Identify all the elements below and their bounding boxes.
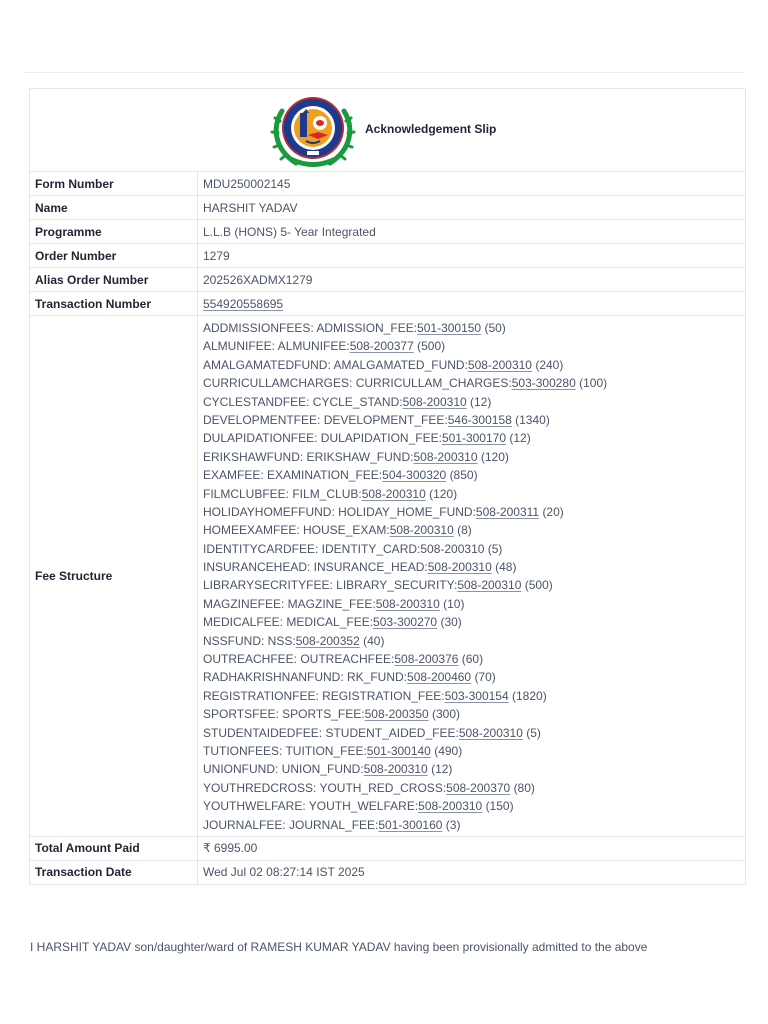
alias-order-number-value: 202526XADMX1279 xyxy=(198,268,746,292)
fee-item xyxy=(203,595,740,613)
fee-item xyxy=(203,393,740,411)
fee-item-head: RADHAKRISHNANFUND: RK_FUND: xyxy=(203,670,408,685)
fee-item-amount: (10) xyxy=(443,596,465,611)
fee-item-head: DEVELOPMENTFEE: DEVELOPMENT_FEE: xyxy=(203,412,448,427)
fee-structure-label: Fee Structure xyxy=(30,316,198,837)
fee-item-amount: (300) xyxy=(432,707,461,722)
fee-item xyxy=(203,337,740,355)
fee-item-amount: (5) xyxy=(526,725,541,740)
alias-order-number-label: Alias Order Number xyxy=(30,268,198,292)
fee-item xyxy=(203,613,740,631)
fee-item-amount: (150) xyxy=(485,799,514,814)
university-seal-icon xyxy=(270,91,356,169)
programme-row xyxy=(30,220,746,244)
fee-item-code-link[interactable]: 501-300150 xyxy=(417,321,482,335)
form-number-row xyxy=(30,172,746,196)
fee-item xyxy=(203,687,740,705)
fee-item-code-link[interactable]: 508-200377 xyxy=(349,339,414,354)
fee-item-amount: (8) xyxy=(457,523,472,538)
fee-item-head: HOMEEXAMFEE: HOUSE_EXAM: xyxy=(203,523,390,538)
name-label: Name xyxy=(30,196,198,220)
fee-item-code-link[interactable]: 508-200352 xyxy=(295,633,360,648)
transaction-date-row xyxy=(30,860,746,884)
fee-item xyxy=(203,816,740,834)
fee-item-amount: (500) xyxy=(417,339,446,354)
slip-header xyxy=(30,89,746,172)
fee-item-code-link[interactable]: 508-200310 xyxy=(363,762,428,777)
fee-item-amount: (3) xyxy=(445,817,461,832)
fee-item xyxy=(203,374,740,392)
fee-item-amount: (80) xyxy=(513,780,535,795)
fee-item-amount: (70) xyxy=(474,670,496,685)
alias-order-number-row xyxy=(30,268,746,292)
fee-item-head: STUDENTAIDEDFEE: STUDENT_AIDED_FEE: xyxy=(203,725,459,740)
fee-item-head: NSSFUND: NSS: xyxy=(203,633,296,648)
fee-item-head: ERIKSHAWFUND: ERIKSHAW_FUND: xyxy=(203,449,414,464)
fee-item xyxy=(203,668,740,686)
transaction-number-row xyxy=(30,292,746,316)
fee-item-head: HOLIDAYHOMEFFUND: HOLIDAY_HOME_FUND: xyxy=(203,504,476,519)
fee-item-amount: (48) xyxy=(495,560,517,575)
fee-item-amount: (240) xyxy=(535,357,564,372)
fee-item-amount: (120) xyxy=(429,486,458,501)
fee-item-head: MEDICALFEE: MEDICAL_FEE: xyxy=(203,615,374,630)
fee-item-code-link[interactable]: 508-200310 xyxy=(457,578,522,593)
fee-item xyxy=(203,779,740,797)
fee-item-head: MAGZINEFEE: MAGZINE_FEE: xyxy=(203,596,376,611)
fee-item xyxy=(203,558,740,576)
fee-item-head: ADDMISSIONFEES: ADMISSION_FEE: xyxy=(203,321,418,335)
fee-item-head: JOURNALFEE: JOURNAL_FEE: xyxy=(203,817,379,832)
fee-item-head: REGISTRATIONFEE: REGISTRATION_FEE: xyxy=(203,688,445,703)
total-amount-value: ₹ 6995.00 xyxy=(198,836,746,860)
fee-item xyxy=(203,632,740,650)
fee-item-head: SPORTSFEE: SPORTS_FEE: xyxy=(203,707,365,722)
fee-item-amount: (30) xyxy=(440,615,462,630)
fee-item-head: DULAPIDATIONFEE: DULAPIDATION_FEE: xyxy=(203,431,442,446)
fee-item-head: CYCLESTANDFEE: CYCLE_STAND: xyxy=(203,394,403,409)
fee-item xyxy=(203,503,740,521)
fee-item xyxy=(203,356,740,374)
fee-item-code-link[interactable]: 508-200310 xyxy=(418,799,483,814)
fee-item-code-link[interactable]: 508-200310 xyxy=(389,523,454,538)
fee-item xyxy=(203,466,740,484)
transaction-number-label: Transaction Number xyxy=(30,292,198,316)
fee-item-head: AMALGAMATEDFUND: AMALGAMATED_FUND: xyxy=(203,357,468,372)
total-amount-row xyxy=(30,836,746,860)
fee-item-amount: (12) xyxy=(431,762,453,777)
fee-item-code-link[interactable]: 546-300158 xyxy=(447,412,512,427)
top-divider xyxy=(24,72,744,73)
fee-item-code-link[interactable]: 508-200310 xyxy=(375,596,440,611)
fee-item-amount: (1340) xyxy=(515,412,550,427)
total-amount-label: Total Amount Paid xyxy=(30,836,198,860)
programme-label: Programme xyxy=(30,220,198,244)
fee-structure-list xyxy=(198,316,746,837)
transaction-date-value: Wed Jul 02 08:27:14 IST 2025 xyxy=(198,860,746,884)
fee-item-code-link[interactable]: 503-300154 xyxy=(444,688,509,703)
slip-title: Acknowledgement Slip xyxy=(365,122,497,136)
fee-item-amount: (1820) xyxy=(512,688,547,703)
fee-item-amount: (40) xyxy=(363,633,385,648)
fee-item-head: YOUTHREDCROSS: YOUTH_RED_CROSS: xyxy=(203,780,447,795)
order-number-value: 1279 xyxy=(198,244,746,268)
fee-item xyxy=(203,760,740,778)
fee-item-amount: (120) xyxy=(480,449,509,464)
name-row xyxy=(30,196,746,220)
transaction-date-label: Transaction Date xyxy=(30,860,198,884)
acknowledgement-slip-table xyxy=(29,88,746,885)
fee-item xyxy=(203,705,740,723)
fee-item-head: OUTREACHFEE: OUTREACHFEE: xyxy=(203,652,395,667)
fee-item-code-link[interactable]: 503-300280 xyxy=(511,376,576,391)
fee-item-amount: (12) xyxy=(509,431,531,446)
fee-item-amount: (5) xyxy=(487,541,503,556)
fee-item-code-link[interactable]: 501-300170 xyxy=(441,431,506,446)
fee-item-amount: (500) xyxy=(524,578,553,593)
fee-item-code-link[interactable]: 508-200376 xyxy=(394,652,459,667)
fee-item xyxy=(203,576,740,594)
fee-item-head: LIBRARYSECRITYFEE: LIBRARY_SECURITY: xyxy=(203,578,458,593)
fee-item-head: TUTIONFEES: TUITION_FEE: xyxy=(203,743,367,758)
name-value: HARSHIT YADAV xyxy=(198,196,746,220)
fee-item xyxy=(203,448,740,466)
fee-item xyxy=(203,521,740,539)
fee-item xyxy=(203,797,740,815)
fee-item-head: INSURANCEHEAD: INSURANCE_HEAD: xyxy=(203,560,428,575)
fee-item-head: FILMCLUBFEE: FILM_CLUB: xyxy=(203,486,362,501)
transaction-number-link[interactable]: 554920558695 xyxy=(203,296,284,311)
fee-item-head: CURRICULLAMCHARGES: CURRICULLAM_CHARGES: xyxy=(203,376,512,391)
form-number-label: Form Number xyxy=(30,172,198,196)
fee-structure-row xyxy=(30,316,746,837)
order-number-row xyxy=(30,244,746,268)
fee-item xyxy=(203,540,740,558)
fee-item-head: YOUTHWELFARE: YOUTH_WELFARE: xyxy=(203,799,419,814)
fee-item-code-link[interactable]: 508-200310 xyxy=(361,486,426,501)
fee-item-code-link[interactable]: 508-200310 xyxy=(413,449,478,464)
fee-item-code: 508-200310 xyxy=(420,541,485,556)
fee-item-head: EXAMFEE: EXAMINATION_FEE: xyxy=(203,468,383,483)
fee-item-amount: (490) xyxy=(434,743,463,758)
fee-item-code-link[interactable]: 508-200311 xyxy=(475,504,540,519)
programme-value: L.L.B (HONS) 5- Year Integrated xyxy=(198,220,746,244)
order-number-label: Order Number xyxy=(30,244,198,268)
fee-item-code-link[interactable]: 504-300320 xyxy=(382,468,447,483)
fee-item xyxy=(203,742,740,760)
fee-item xyxy=(203,411,740,429)
fee-item-code-link[interactable]: 508-200310 xyxy=(467,357,532,372)
fee-item-code-link[interactable]: 508-200310 xyxy=(458,725,523,740)
fee-item-head: ALMUNIFEE: ALMUNIFEE: xyxy=(203,339,350,354)
fee-item-amount: (50) xyxy=(484,321,506,335)
fee-item-amount: (20) xyxy=(542,504,564,519)
fee-item-code-link[interactable]: 508-200310 xyxy=(427,560,492,575)
fee-item xyxy=(203,429,740,447)
fee-item-amount: (100) xyxy=(579,376,608,391)
fee-item xyxy=(203,724,740,742)
fee-item-amount: (12) xyxy=(470,394,492,409)
fee-item-code-link[interactable]: 508-200350 xyxy=(364,707,429,722)
fee-item-code-link[interactable]: 503-300270 xyxy=(373,615,438,630)
fee-item-code-link[interactable]: 508-200370 xyxy=(446,780,511,795)
fee-item-head: UNIONFUND: UNION_FUND: xyxy=(203,762,364,777)
fee-item-head: IDENTITYCARDFEE: IDENTITY_CARD: xyxy=(203,541,421,556)
declaration-text: I HARSHIT YADAV son/daughter/ward of RAMESH KUMAR YADAV having been provisionally admitted to the above xyxy=(30,940,648,954)
fee-item xyxy=(203,650,740,668)
fee-item-amount: (850) xyxy=(449,468,478,483)
fee-item xyxy=(203,319,740,337)
fee-item-code-link[interactable]: 501-300160 xyxy=(378,817,443,832)
fee-item-code-link[interactable]: 501-300140 xyxy=(366,743,431,758)
fee-item-code-link[interactable]: 508-200460 xyxy=(407,670,472,685)
fee-item-code-link[interactable]: 508-200310 xyxy=(402,394,467,409)
fee-item xyxy=(203,485,740,503)
form-number-value: MDU250002145 xyxy=(198,172,746,196)
fee-item-amount: (60) xyxy=(461,652,484,667)
